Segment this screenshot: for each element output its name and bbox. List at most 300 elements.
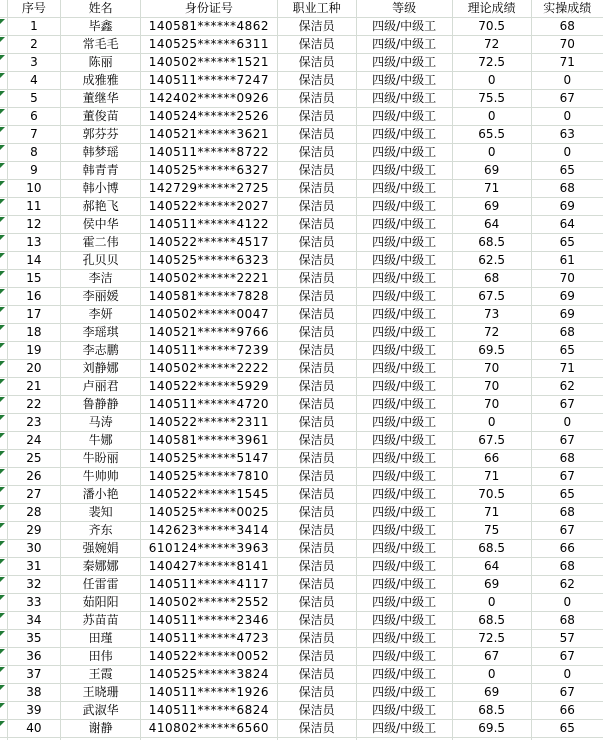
cell-id[interactable]: 140524******2526 [141,108,278,126]
cell-job[interactable]: 保洁员 [277,702,356,720]
cell-name[interactable]: 李瑶琪 [61,324,141,342]
row-flag-cell[interactable] [0,396,7,414]
cell-level[interactable]: 四级/中级工 [356,468,452,486]
cell-id[interactable]: 140511******7239 [141,342,278,360]
cell-name[interactable]: 武淑华 [61,702,141,720]
cell-job[interactable]: 保洁员 [277,450,356,468]
cell-level[interactable]: 四级/中级工 [356,90,452,108]
cell-practice[interactable]: 65 [531,162,603,180]
cell-level[interactable]: 四级/中级工 [356,54,452,72]
cell-name[interactable]: 王晓珊 [61,684,141,702]
cell-job[interactable]: 保洁员 [277,216,356,234]
cell-n[interactable]: 8 [7,144,61,162]
row-flag-cell[interactable] [0,486,7,504]
cell-theory[interactable]: 0 [452,666,531,684]
cell-level[interactable]: 四级/中级工 [356,612,452,630]
cell-id[interactable]: 140581******7828 [141,288,278,306]
cell-practice[interactable]: 68 [531,558,603,576]
cell-practice[interactable]: 66 [531,540,603,558]
cell-id[interactable]: 410802******6560 [141,720,278,738]
cell-id[interactable]: 142402******0926 [141,90,278,108]
cell-name[interactable]: 王霞 [61,666,141,684]
cell-practice[interactable]: 0 [531,144,603,162]
cell-job[interactable]: 保洁员 [277,234,356,252]
row-flag-cell[interactable] [0,414,7,432]
cell-level[interactable]: 四级/中级工 [356,72,452,90]
cell-theory[interactable]: 69.5 [452,342,531,360]
cell-theory[interactable]: 70.5 [452,486,531,504]
cell-level[interactable]: 四级/中级工 [356,162,452,180]
row-flag-cell[interactable] [0,360,7,378]
row-flag-cell[interactable] [0,342,7,360]
cell-id[interactable]: 140525******0025 [141,504,278,522]
cell-name[interactable]: 陈丽 [61,54,141,72]
cell-level[interactable]: 四级/中级工 [356,450,452,468]
cell-practice[interactable]: 0 [531,72,603,90]
cell-name[interactable]: 强婉娟 [61,540,141,558]
cell-practice[interactable]: 63 [531,126,603,144]
cell-job[interactable]: 保洁员 [277,180,356,198]
col-header-index[interactable]: 序号 [7,0,61,18]
cell-id[interactable]: 140522******2311 [141,414,278,432]
cell-n[interactable]: 30 [7,540,61,558]
cell-name[interactable]: 韩梦瑶 [61,144,141,162]
row-flag-cell[interactable] [0,270,7,288]
cell-id[interactable]: 140502******2221 [141,270,278,288]
cell-job[interactable]: 保洁员 [277,288,356,306]
cell-practice[interactable]: 66 [531,702,603,720]
cell-theory[interactable]: 70 [452,396,531,414]
cell-theory[interactable]: 72.5 [452,54,531,72]
cell-theory[interactable]: 71 [452,504,531,522]
cell-n[interactable]: 26 [7,468,61,486]
row-flag-cell[interactable] [0,378,7,396]
cell-practice[interactable]: 68 [531,180,603,198]
cell-name[interactable]: 成雅雅 [61,72,141,90]
cell-job[interactable]: 保洁员 [277,324,356,342]
row-flag-cell[interactable] [0,558,7,576]
cell-level[interactable]: 四级/中级工 [356,684,452,702]
cell-job[interactable]: 保洁员 [277,414,356,432]
row-flag-cell[interactable] [0,54,7,72]
cell-level[interactable]: 四级/中级工 [356,342,452,360]
cell-job[interactable]: 保洁员 [277,648,356,666]
corner-cell[interactable] [0,0,7,18]
row-flag-cell[interactable] [0,612,7,630]
cell-theory[interactable]: 72 [452,36,531,54]
cell-n[interactable]: 18 [7,324,61,342]
row-flag-cell[interactable] [0,126,7,144]
cell-job[interactable]: 保洁员 [277,594,356,612]
cell-practice[interactable]: 62 [531,576,603,594]
cell-practice[interactable]: 67 [531,522,603,540]
cell-name[interactable]: 鲁静静 [61,396,141,414]
cell-name[interactable]: 董继华 [61,90,141,108]
cell-name[interactable]: 田伟 [61,648,141,666]
cell-theory[interactable]: 75 [452,522,531,540]
cell-n[interactable]: 36 [7,648,61,666]
cell-n[interactable]: 1 [7,18,61,36]
cell-level[interactable]: 四级/中级工 [356,648,452,666]
cell-id[interactable]: 142623******3414 [141,522,278,540]
row-flag-cell[interactable] [0,702,7,720]
cell-name[interactable]: 牛帅帅 [61,468,141,486]
cell-job[interactable]: 保洁员 [277,72,356,90]
cell-theory[interactable]: 69 [452,162,531,180]
row-flag-cell[interactable] [0,576,7,594]
cell-level[interactable]: 四级/中级工 [356,36,452,54]
cell-job[interactable]: 保洁员 [277,558,356,576]
cell-level[interactable]: 四级/中级工 [356,504,452,522]
cell-job[interactable]: 保洁员 [277,666,356,684]
col-header-theory-score[interactable]: 理论成绩 [452,0,531,18]
cell-job[interactable]: 保洁员 [277,720,356,738]
row-flag-cell[interactable] [0,540,7,558]
cell-name[interactable]: 牛娜 [61,432,141,450]
cell-id[interactable]: 140522******0052 [141,648,278,666]
cell-id[interactable]: 140525******3824 [141,666,278,684]
cell-id[interactable]: 140522******2027 [141,198,278,216]
cell-practice[interactable]: 0 [531,108,603,126]
cell-theory[interactable]: 67.5 [452,288,531,306]
cell-theory[interactable]: 67.5 [452,432,531,450]
cell-name[interactable]: 任雷雷 [61,576,141,594]
cell-theory[interactable]: 70 [452,360,531,378]
cell-id[interactable]: 140525******7810 [141,468,278,486]
cell-theory[interactable]: 69 [452,684,531,702]
cell-practice[interactable]: 64 [531,216,603,234]
cell-practice[interactable]: 67 [531,684,603,702]
cell-n[interactable]: 39 [7,702,61,720]
cell-theory[interactable]: 64 [452,216,531,234]
col-header-level[interactable]: 等级 [356,0,452,18]
cell-job[interactable]: 保洁员 [277,396,356,414]
row-flag-cell[interactable] [0,666,7,684]
cell-name[interactable]: 潘小艳 [61,486,141,504]
cell-theory[interactable]: 0 [452,594,531,612]
cell-id[interactable]: 140511******8722 [141,144,278,162]
row-flag-cell[interactable] [0,504,7,522]
cell-level[interactable]: 四级/中级工 [356,630,452,648]
cell-practice[interactable]: 71 [531,360,603,378]
cell-job[interactable]: 保洁员 [277,432,356,450]
row-flag-cell[interactable] [0,450,7,468]
cell-id[interactable]: 140522******5929 [141,378,278,396]
cell-name[interactable]: 田瑾 [61,630,141,648]
cell-level[interactable]: 四级/中级工 [356,522,452,540]
cell-id[interactable]: 140581******3961 [141,432,278,450]
cell-practice[interactable]: 67 [531,648,603,666]
row-flag-cell[interactable] [0,198,7,216]
cell-practice[interactable]: 0 [531,414,603,432]
row-flag-cell[interactable] [0,324,7,342]
cell-name[interactable]: 李洁 [61,270,141,288]
cell-level[interactable]: 四级/中级工 [356,360,452,378]
cell-n[interactable]: 15 [7,270,61,288]
cell-practice[interactable]: 68 [531,18,603,36]
cell-id[interactable]: 140502******1521 [141,54,278,72]
cell-theory[interactable]: 69 [452,198,531,216]
cell-n[interactable]: 22 [7,396,61,414]
cell-theory[interactable]: 68.5 [452,612,531,630]
cell-name[interactable]: 刘静娜 [61,360,141,378]
row-flag-cell[interactable] [0,144,7,162]
cell-job[interactable]: 保洁员 [277,504,356,522]
cell-n[interactable]: 33 [7,594,61,612]
cell-level[interactable]: 四级/中级工 [356,144,452,162]
cell-n[interactable]: 14 [7,252,61,270]
cell-name[interactable]: 马涛 [61,414,141,432]
cell-theory[interactable]: 64 [452,558,531,576]
cell-id[interactable]: 140521******9766 [141,324,278,342]
cell-level[interactable]: 四级/中级工 [356,126,452,144]
cell-job[interactable]: 保洁员 [277,468,356,486]
row-flag-cell[interactable] [0,432,7,450]
cell-theory[interactable]: 0 [452,414,531,432]
cell-name[interactable]: 侯中华 [61,216,141,234]
row-flag-cell[interactable] [0,180,7,198]
cell-practice[interactable]: 0 [531,666,603,684]
cell-name[interactable]: 霍二伟 [61,234,141,252]
cell-job[interactable]: 保洁员 [277,684,356,702]
cell-n[interactable]: 6 [7,108,61,126]
cell-id[interactable]: 140525******5147 [141,450,278,468]
row-flag-cell[interactable] [0,18,7,36]
cell-name[interactable]: 毕鑫 [61,18,141,36]
cell-n[interactable]: 11 [7,198,61,216]
cell-practice[interactable]: 65 [531,234,603,252]
cell-theory[interactable]: 70.5 [452,18,531,36]
cell-theory[interactable]: 75.5 [452,90,531,108]
row-flag-cell[interactable] [0,108,7,126]
cell-practice[interactable]: 70 [531,270,603,288]
cell-practice[interactable]: 68 [531,504,603,522]
cell-name[interactable]: 孔贝贝 [61,252,141,270]
cell-job[interactable]: 保洁员 [277,378,356,396]
row-flag-cell[interactable] [0,522,7,540]
cell-theory[interactable]: 68.5 [452,540,531,558]
cell-theory[interactable]: 69 [452,576,531,594]
cell-id[interactable]: 140521******3621 [141,126,278,144]
cell-id[interactable]: 142729******2725 [141,180,278,198]
cell-id[interactable]: 140502******2552 [141,594,278,612]
cell-theory[interactable]: 0 [452,108,531,126]
cell-job[interactable]: 保洁员 [277,486,356,504]
cell-practice[interactable]: 69 [531,288,603,306]
cell-id[interactable]: 140511******2346 [141,612,278,630]
cell-practice[interactable]: 71 [531,54,603,72]
cell-level[interactable]: 四级/中级工 [356,396,452,414]
cell-n[interactable]: 34 [7,612,61,630]
cell-n[interactable]: 5 [7,90,61,108]
cell-theory[interactable]: 72.5 [452,630,531,648]
cell-name[interactable]: 齐东 [61,522,141,540]
cell-n[interactable]: 12 [7,216,61,234]
row-flag-cell[interactable] [0,288,7,306]
cell-level[interactable]: 四级/中级工 [356,720,452,738]
cell-theory[interactable]: 73 [452,306,531,324]
cell-practice[interactable]: 65 [531,720,603,738]
cell-id[interactable]: 140581******4862 [141,18,278,36]
cell-level[interactable]: 四级/中级工 [356,216,452,234]
cell-theory[interactable]: 67 [452,648,531,666]
cell-level[interactable]: 四级/中级工 [356,324,452,342]
cell-n[interactable]: 21 [7,378,61,396]
cell-level[interactable]: 四级/中级工 [356,234,452,252]
col-header-practical-score[interactable]: 实操成绩 [531,0,603,18]
row-flag-cell[interactable] [0,252,7,270]
cell-job[interactable]: 保洁员 [277,90,356,108]
cell-practice[interactable]: 65 [531,486,603,504]
col-header-occupation[interactable]: 职业工种 [277,0,356,18]
cell-job[interactable]: 保洁员 [277,522,356,540]
row-flag-cell[interactable] [0,162,7,180]
cell-practice[interactable]: 68 [531,450,603,468]
cell-level[interactable]: 四级/中级工 [356,306,452,324]
cell-n[interactable]: 35 [7,630,61,648]
cell-n[interactable]: 7 [7,126,61,144]
cell-n[interactable]: 17 [7,306,61,324]
cell-id[interactable]: 140511******7247 [141,72,278,90]
row-flag-cell[interactable] [0,468,7,486]
cell-theory[interactable]: 72 [452,324,531,342]
cell-job[interactable]: 保洁员 [277,540,356,558]
row-flag-cell[interactable] [0,216,7,234]
cell-n[interactable]: 29 [7,522,61,540]
cell-theory[interactable]: 66 [452,450,531,468]
cell-name[interactable]: 谢静 [61,720,141,738]
cell-id[interactable]: 140525******6327 [141,162,278,180]
cell-id[interactable]: 140511******4720 [141,396,278,414]
cell-job[interactable]: 保洁员 [277,612,356,630]
cell-level[interactable]: 四级/中级工 [356,288,452,306]
cell-job[interactable]: 保洁员 [277,36,356,54]
cell-level[interactable]: 四级/中级工 [356,558,452,576]
cell-job[interactable]: 保洁员 [277,342,356,360]
cell-id[interactable]: 140511******4117 [141,576,278,594]
cell-name[interactable]: 李丽媛 [61,288,141,306]
cell-theory[interactable]: 68 [452,270,531,288]
cell-name[interactable]: 卢丽君 [61,378,141,396]
cell-practice[interactable]: 67 [531,468,603,486]
row-flag-cell[interactable] [0,630,7,648]
col-header-name[interactable]: 姓名 [61,0,141,18]
cell-n[interactable]: 23 [7,414,61,432]
cell-theory[interactable]: 0 [452,144,531,162]
row-flag-cell[interactable] [0,90,7,108]
cell-n[interactable]: 19 [7,342,61,360]
cell-level[interactable]: 四级/中级工 [356,486,452,504]
cell-level[interactable]: 四级/中级工 [356,666,452,684]
cell-n[interactable]: 32 [7,576,61,594]
cell-id[interactable]: 140511******4723 [141,630,278,648]
cell-level[interactable]: 四级/中级工 [356,414,452,432]
cell-id[interactable]: 140427******8141 [141,558,278,576]
cell-job[interactable]: 保洁员 [277,54,356,72]
cell-practice[interactable]: 69 [531,306,603,324]
row-flag-cell[interactable] [0,234,7,252]
cell-level[interactable]: 四级/中级工 [356,198,452,216]
cell-practice[interactable]: 62 [531,378,603,396]
cell-id[interactable]: 140511******6824 [141,702,278,720]
cell-id[interactable]: 140525******6311 [141,36,278,54]
cell-id[interactable]: 140525******6323 [141,252,278,270]
cell-job[interactable]: 保洁员 [277,252,356,270]
cell-level[interactable]: 四级/中级工 [356,252,452,270]
cell-practice[interactable]: 68 [531,324,603,342]
cell-practice[interactable]: 57 [531,630,603,648]
cell-id[interactable]: 140502******2222 [141,360,278,378]
cell-level[interactable]: 四级/中级工 [356,18,452,36]
row-flag-cell[interactable] [0,648,7,666]
cell-n[interactable]: 38 [7,684,61,702]
cell-n[interactable]: 16 [7,288,61,306]
row-flag-cell[interactable] [0,594,7,612]
cell-n[interactable]: 25 [7,450,61,468]
cell-id[interactable]: 610124******3963 [141,540,278,558]
cell-name[interactable]: 苏苗苗 [61,612,141,630]
cell-theory[interactable]: 0 [452,72,531,90]
cell-level[interactable]: 四级/中级工 [356,576,452,594]
cell-level[interactable]: 四级/中级工 [356,108,452,126]
cell-name[interactable]: 常毛毛 [61,36,141,54]
cell-n[interactable]: 31 [7,558,61,576]
cell-practice[interactable]: 67 [531,432,603,450]
cell-n[interactable]: 9 [7,162,61,180]
cell-name[interactable]: 裴知 [61,504,141,522]
row-flag-cell[interactable] [0,36,7,54]
cell-job[interactable]: 保洁员 [277,108,356,126]
cell-n[interactable]: 4 [7,72,61,90]
cell-level[interactable]: 四级/中级工 [356,180,452,198]
col-header-id-number[interactable]: 身份证号 [141,0,278,18]
cell-practice[interactable]: 67 [531,396,603,414]
cell-n[interactable]: 40 [7,720,61,738]
cell-name[interactable]: 韩青青 [61,162,141,180]
cell-id[interactable]: 140502******0047 [141,306,278,324]
row-flag-cell[interactable] [0,306,7,324]
cell-practice[interactable]: 65 [531,342,603,360]
cell-theory[interactable]: 71 [452,468,531,486]
cell-name[interactable]: 牛盼丽 [61,450,141,468]
row-flag-cell[interactable] [0,72,7,90]
cell-job[interactable]: 保洁员 [277,630,356,648]
cell-job[interactable]: 保洁员 [277,144,356,162]
cell-theory[interactable]: 68.5 [452,702,531,720]
row-flag-cell[interactable] [0,720,7,738]
cell-n[interactable]: 28 [7,504,61,522]
cell-theory[interactable]: 65.5 [452,126,531,144]
cell-n[interactable]: 10 [7,180,61,198]
cell-id[interactable]: 140522******4517 [141,234,278,252]
cell-level[interactable]: 四级/中级工 [356,594,452,612]
cell-id[interactable]: 140511******1926 [141,684,278,702]
cell-level[interactable]: 四级/中级工 [356,702,452,720]
cell-n[interactable]: 24 [7,432,61,450]
cell-job[interactable]: 保洁员 [277,360,356,378]
cell-job[interactable]: 保洁员 [277,126,356,144]
cell-practice[interactable]: 69 [531,198,603,216]
cell-name[interactable]: 茹阳阳 [61,594,141,612]
cell-n[interactable]: 20 [7,360,61,378]
cell-level[interactable]: 四级/中级工 [356,540,452,558]
cell-id[interactable]: 140522******1545 [141,486,278,504]
cell-name[interactable]: 秦娜娜 [61,558,141,576]
cell-practice[interactable]: 61 [531,252,603,270]
cell-job[interactable]: 保洁员 [277,576,356,594]
cell-n[interactable]: 13 [7,234,61,252]
cell-theory[interactable]: 69.5 [452,720,531,738]
